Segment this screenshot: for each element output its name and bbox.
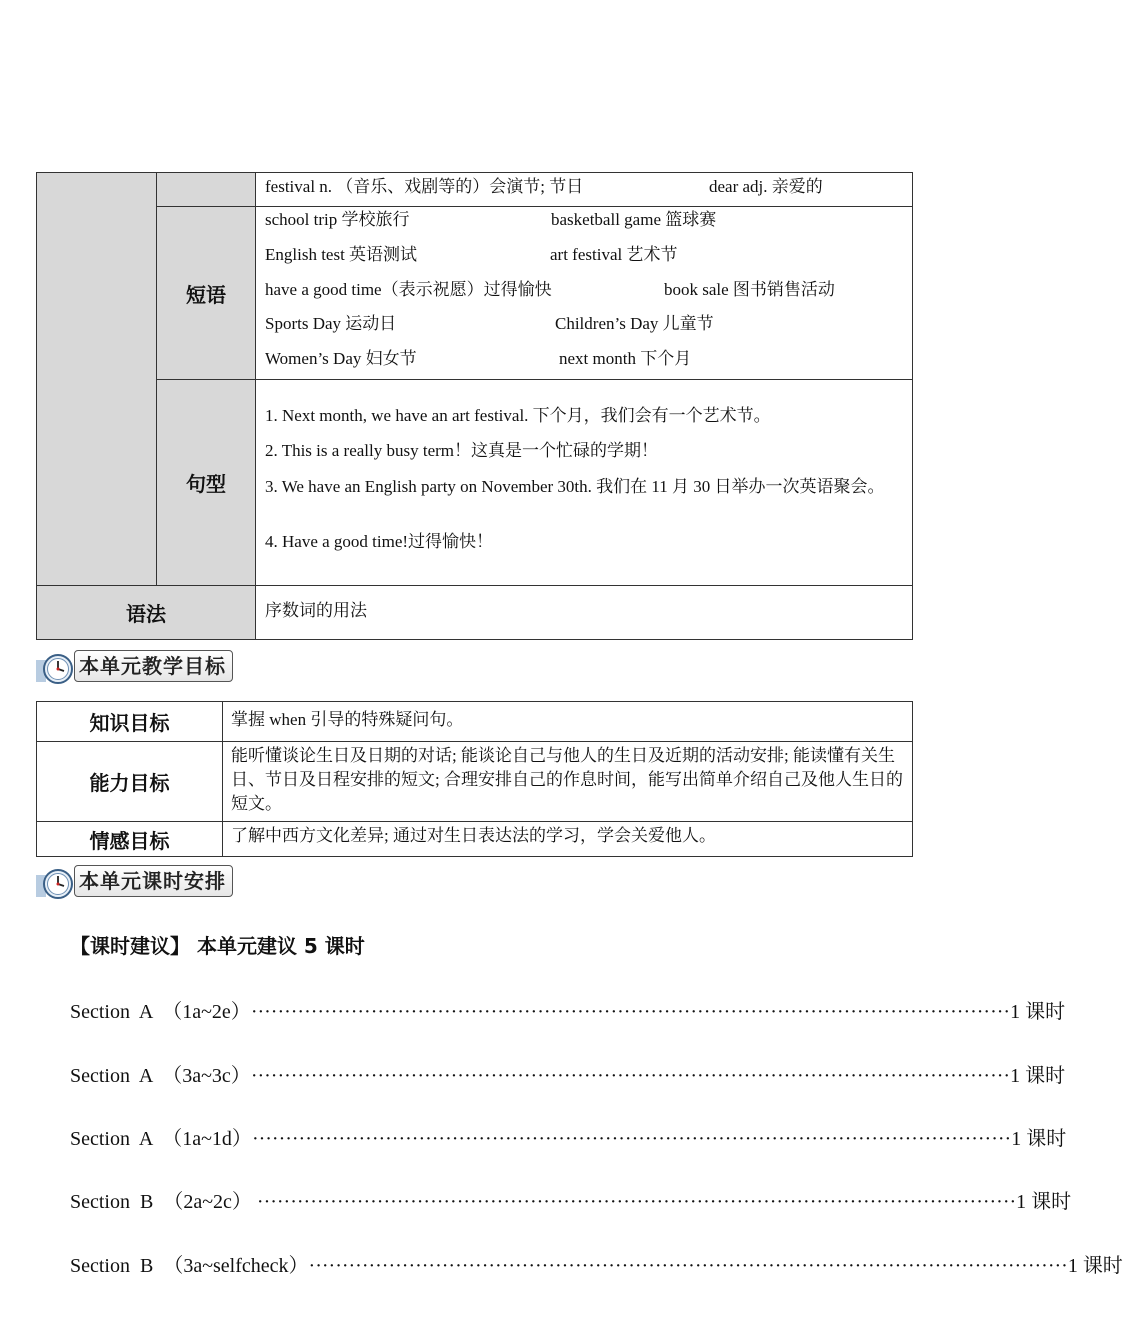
- phrase-item: school trip 学校旅行: [265, 210, 410, 229]
- clock-icon: [36, 867, 76, 899]
- row1-label-cell: [157, 173, 255, 206]
- grammar-header: 语法: [37, 586, 255, 639]
- phrase-item: art festival 艺术节: [550, 245, 678, 264]
- phrase-item: book sale 图书销售活动: [664, 280, 835, 299]
- phrase-item: Sports Day 运动日: [265, 314, 397, 333]
- vocab-table: [36, 172, 913, 640]
- schedule-section: Section A （1a~2e）: [70, 1001, 251, 1023]
- grid-line: [156, 379, 912, 380]
- sentence-item: 3. We have an English party on November 30th. 我们在 11 月 30 日举办一次英语聚会。: [265, 477, 885, 496]
- schedule-row: [70, 995, 1066, 1024]
- left-merged-cell: [37, 173, 156, 586]
- goal-text: 掌握 when 引导的特殊疑问句。: [231, 710, 464, 729]
- schedule-section: Section B （2a~2c）: [70, 1191, 257, 1213]
- leader-dots: ··················································································································: [308, 1255, 1068, 1277]
- phrase-item: next month 下个月: [559, 349, 692, 368]
- schedule-hours: 1 课时: [1010, 1001, 1066, 1023]
- goal-label: 知识目标: [89, 711, 170, 735]
- phrases-header: 短语: [157, 207, 255, 379]
- lesson-suggestion: 【课时建议】 本单元建议 5 课时: [70, 934, 365, 958]
- phrase-item: Women’s Day 妇女节: [265, 349, 417, 368]
- leader-dots: ··················································································································: [251, 1128, 1012, 1150]
- grid-line: [156, 206, 912, 207]
- goal-text: 了解中西方文化差异; 通过对生日表达法的学习，学会关爱他人。: [231, 826, 716, 845]
- leader-dots: ··················································································································: [250, 1001, 1011, 1023]
- banner-title: 本单元教学目标: [74, 650, 233, 682]
- phrase-item: Children’s Day 儿童节: [555, 314, 714, 333]
- schedule-hours: 1 课时: [1011, 1128, 1067, 1150]
- row1-text-b: dear adj. 亲爱的: [709, 177, 823, 196]
- goals-table: [36, 701, 913, 857]
- leader-dots: ··················································································································: [250, 1065, 1011, 1087]
- goal-label: 情感目标: [89, 828, 170, 853]
- sentence-item: 4. Have a good time!过得愉快！: [265, 532, 494, 551]
- phrase-item: have a good time（表示祝愿）过得愉快: [265, 280, 552, 299]
- schedule-hours: 1 课时: [1067, 1255, 1123, 1277]
- goal-text: 能听懂谈论生日及日期的对话; 能谈论自己与他人的生日及近期的活动安排; 能读懂有关生日、节日及日程安排的短文; 合理安排自己的作息时间，能写出简单介绍自己及他人生日的短文。: [231, 746, 903, 813]
- sentences-header: 句型: [157, 380, 255, 585]
- schedule-section: Section A （1a~1d）: [70, 1128, 252, 1150]
- phrase-item: English test 英语测试: [265, 245, 418, 264]
- grid-line: [37, 585, 912, 586]
- leader-dots: ··················································································································: [256, 1191, 1017, 1213]
- phrase-item: basketball game 篮球赛: [551, 210, 717, 229]
- schedule-row: [70, 1122, 1067, 1151]
- schedule-section: Section B （3a~selfcheck）: [70, 1255, 309, 1277]
- sentence-item: 1. Next month, we have an art festival. 下个月，我们会有一个艺术节。: [265, 406, 771, 425]
- goal-label: 能力目标: [89, 771, 170, 795]
- grammar-text: 序数词的用法: [265, 601, 367, 620]
- schedule-row: [70, 1185, 1072, 1214]
- banner-title: 本单元课时安排: [74, 865, 233, 897]
- sentence-item: 2. This is a really busy term！这真是一个忙碌的学期！: [265, 441, 659, 460]
- clock-icon: [36, 652, 76, 684]
- grid-line: [255, 173, 256, 639]
- row1-text-a: festival n. （音乐、戏剧等的）会演节; 节日: [265, 177, 584, 196]
- schedule-row: [70, 1059, 1066, 1088]
- schedule-hours: 1 课时: [1010, 1065, 1066, 1087]
- schedule-hours: 1 课时: [1016, 1191, 1072, 1213]
- schedule-row: [70, 1249, 1123, 1278]
- schedule-section: Section A （3a~3c）: [70, 1065, 251, 1087]
